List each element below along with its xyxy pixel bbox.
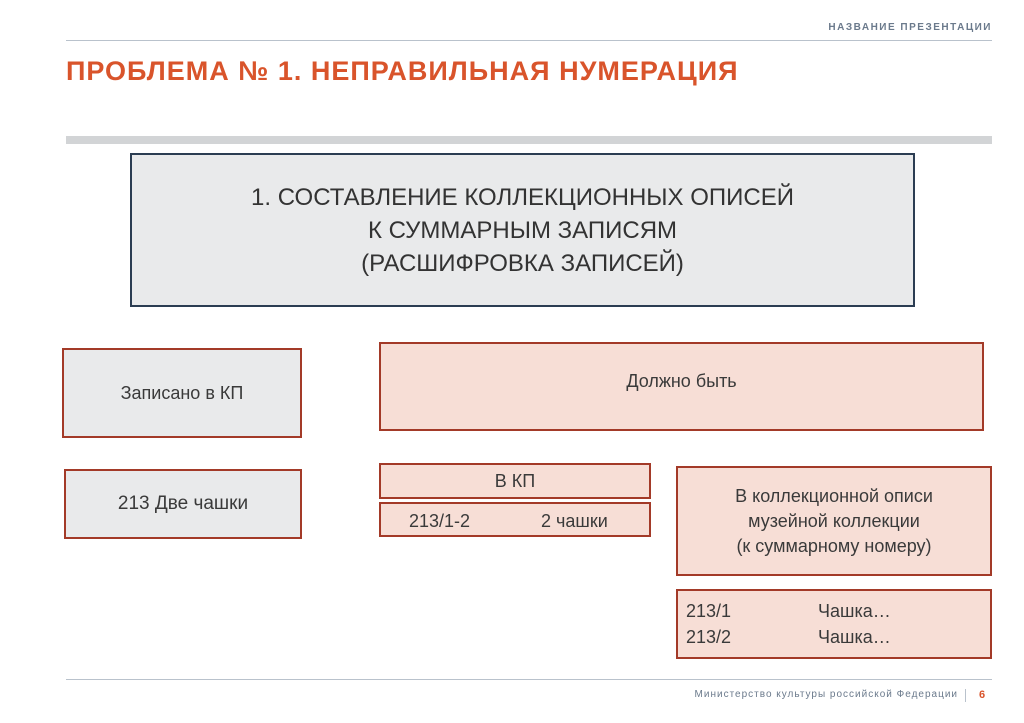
top-divider <box>66 40 992 41</box>
slide-title: ПРОБЛЕМА № 1. НЕПРАВИЛЬНАЯ НУМЕРАЦИЯ <box>66 56 739 86</box>
main-heading-box <box>130 153 915 307</box>
recorded-in-kp-label: Записано в КП <box>120 382 244 403</box>
should-be-label: Должно быть <box>626 371 737 391</box>
collection-line-2: музейной коллекции <box>748 510 920 531</box>
collection-item-2-name: Чашка… <box>818 627 891 647</box>
kp-row-number: 213/1-2 <box>409 511 471 531</box>
collection-item-2-number: 213/2 <box>686 627 732 647</box>
collection-item-1-number: 213/1 <box>686 601 732 621</box>
title-underline-bar <box>66 136 992 144</box>
recorded-value-box <box>64 469 302 539</box>
bottom-divider <box>66 679 992 680</box>
presentation-name-label: НАЗВАНИЕ ПРЕЗЕНТАЦИИ <box>828 22 992 33</box>
kp-row-description: 2 чашки <box>541 511 608 531</box>
collection-items-box <box>676 589 992 659</box>
page-number: 6 <box>979 689 986 701</box>
footer-ministry: Министерство культуры российской Федерации <box>694 689 958 700</box>
collection-inventory-box <box>676 466 992 576</box>
main-heading-line-3: (РАСШИФРОВКА ЗАПИСЕЙ) <box>361 249 684 277</box>
kp-header-box <box>379 463 651 499</box>
footer-separator <box>965 689 966 702</box>
collection-line-1: В коллекционной описи <box>735 485 933 506</box>
main-heading-line-1: 1. СОСТАВЛЕНИЕ КОЛЛЕКЦИОННЫХ ОПИСЕЙ <box>251 183 794 211</box>
should-be-box <box>379 342 984 431</box>
collection-line-3: (к суммарному номеру) <box>736 535 932 556</box>
main-heading-line-2: К СУММАРНЫМ ЗАПИСЯМ <box>367 216 678 244</box>
recorded-value: 213 Две чашки <box>117 493 249 514</box>
kp-row-box <box>379 502 651 537</box>
collection-item-1-name: Чашка… <box>818 601 891 621</box>
kp-header-label: В КП <box>494 470 536 491</box>
recorded-in-kp-box <box>62 348 302 438</box>
